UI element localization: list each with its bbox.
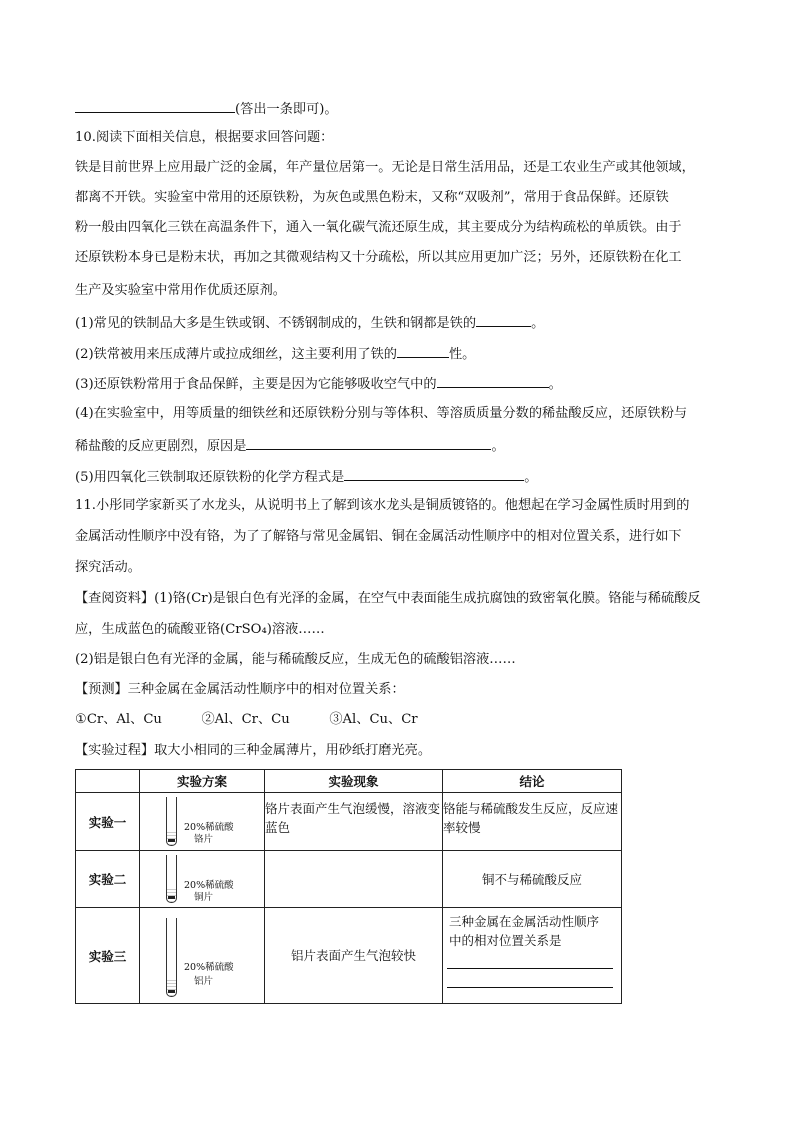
metal-label: 铜片 <box>194 892 214 903</box>
question-10-2 <box>75 344 475 364</box>
row-label: 实验一 <box>76 793 140 851</box>
conclusion-text: 三种金属在金属活动性顺序中的相对位置关系是 <box>449 914 600 948</box>
test-tube-icon <box>166 918 177 997</box>
test-tube-icon <box>166 855 177 903</box>
answer-blank[interactable] <box>476 313 531 327</box>
prediction-heading: 【预测】三种金属在金属活动性顺序中的相对位置关系： <box>75 682 405 697</box>
answer-blank[interactable] <box>246 436 491 450</box>
passage-line: 都离不开铁。实验室中常用的还原铁粉，为灰色或黑色粉末，又称“双吸剂”，常用于食品保鲜。还原铁 <box>75 190 669 205</box>
question-10-1 <box>75 313 544 333</box>
conclusion-cell <box>443 908 622 1004</box>
table-row <box>76 793 622 851</box>
passage-line: 还原铁粉本身已是粉末状，再加之其微观结构又十分疏松，所以其应用更加广泛；另外，还原铁粉在化工 <box>75 250 682 265</box>
table-header-cell <box>76 770 140 793</box>
row-label: 实验二 <box>76 851 140 908</box>
table-header-cell: 实验现象 <box>265 770 443 793</box>
test-tube-diagram <box>140 793 265 851</box>
answer-hint-line <box>75 99 338 119</box>
conclusion-cell: 铬能与稀硫酸发生反应，反应速率较慢 <box>443 793 622 851</box>
line-text: 稀盐酸的反应更剧烈，原因是 <box>75 439 247 454</box>
table-header-cell: 结论 <box>443 770 622 793</box>
metal-label: 铬片 <box>194 834 214 845</box>
line-text: 。 <box>531 316 545 331</box>
question-10-5 <box>75 467 537 487</box>
table-header-cell: 实验方案 <box>140 770 265 793</box>
line-text: (3)还原铁粉常用于食品保鲜，主要是因为它能够吸收空气中的 <box>75 377 437 392</box>
line-text: (1)常见的铁制品大多是生铁或钢、不锈钢制成的，生铁和钢都是铁的 <box>75 316 477 331</box>
question-10-4-cont <box>75 436 505 456</box>
answer-blank[interactable] <box>397 344 449 358</box>
answer-blank[interactable] <box>447 969 613 988</box>
line-text: (2)铁常被用来压成薄片或拉成细丝，这主要利用了铁的 <box>75 347 397 362</box>
answer-blank[interactable] <box>437 374 549 388</box>
answer-blank[interactable] <box>344 467 524 481</box>
reference-info-1: 【查阅资料】(1)铬(Cr)是银白色有光泽的金属，在空气中表面能生成抗腐蚀的致密氧化膜。铬能与稀硫酸反 <box>75 591 701 606</box>
reference-info-2: (2)铝是银白色有光泽的金属，能与稀硫酸反应，生成无色的硫酸铝溶液…… <box>75 652 516 667</box>
passage-line: 粉一般由四氧化三铁在高温条件下，通入一氧化碳气流还原生成，其主要成分为结构疏松的单质铁。由于 <box>75 220 682 235</box>
conclusion-cell: 铜不与稀硫酸反应 <box>443 851 622 908</box>
passage-line: 金属活动性顺序中没有铬，为了了解铬与常见金属铝、铜在金属活动性顺序中的相对位置关系，进行如下 <box>75 529 682 544</box>
test-tube-diagram <box>140 851 265 908</box>
phenomenon-cell: 铝片表面产生气泡较快 <box>265 908 443 1004</box>
prediction-options: ①Cr、Al、Cu ②Al、Cr、Cu ③Al、Cu、Cr <box>75 712 418 727</box>
row-label: 实验三 <box>76 908 140 1004</box>
table-header-row <box>76 770 622 793</box>
phenomenon-cell[interactable] <box>265 851 443 908</box>
table-row <box>76 908 622 1004</box>
phenomenon-cell: 铬片表面产生气泡缓慢，溶液变蓝色 <box>265 793 443 851</box>
passage-line: 铁是目前世界上应用最广泛的金属，年产量位居第一。无论是日常生活用品，还是工农业生产或其他领域， <box>75 160 695 175</box>
line-text: 。 <box>491 439 505 454</box>
test-tube-icon <box>166 797 177 846</box>
line-text: 性。 <box>449 347 476 362</box>
passage-line: 生产及实验室中常用作优质还原剂。 <box>75 283 286 298</box>
answer-blank[interactable] <box>447 950 613 969</box>
acid-label: 20%稀硫酸 <box>184 962 234 973</box>
line-text: 。 <box>524 470 538 485</box>
experiment-process: 【实验过程】取大小相同的三种金属薄片，用砂纸打磨光亮。 <box>75 743 432 758</box>
acid-label: 20%稀硫酸 <box>184 822 234 833</box>
reference-info-1-cont: 应，生成蓝色的硫酸亚铬(CrSO₄)溶液…… <box>75 622 325 637</box>
question-10-4: (4)在实验室中，用等质量的细铁丝和还原铁粉分别与等体积、等溶质质量分数的稀盐酸反应，还原铁粉与 <box>75 406 688 421</box>
question-10-title: 10.阅读下面相关信息，根据要求回答问题： <box>75 130 334 145</box>
question-10-3 <box>75 374 562 394</box>
table-row <box>76 851 622 908</box>
experiment-table <box>75 769 622 1004</box>
line-text: 。 <box>548 377 562 392</box>
test-tube-diagram <box>140 908 265 1004</box>
acid-label: 20%稀硫酸 <box>184 880 234 891</box>
passage-line: 探究活动。 <box>75 560 141 575</box>
line-text: (5)用四氧化三铁制取还原铁粉的化学方程式是 <box>75 470 345 485</box>
question-11-title: 11.小彤同学家新买了水龙头，从说明书上了解到该水龙头是铜质镀铬的。他想起在学习金属性质时用到的 <box>75 498 690 513</box>
metal-label: 铝片 <box>194 976 214 987</box>
line-text: (答出一条即可)。 <box>235 102 338 117</box>
answer-blank[interactable] <box>75 99 235 113</box>
